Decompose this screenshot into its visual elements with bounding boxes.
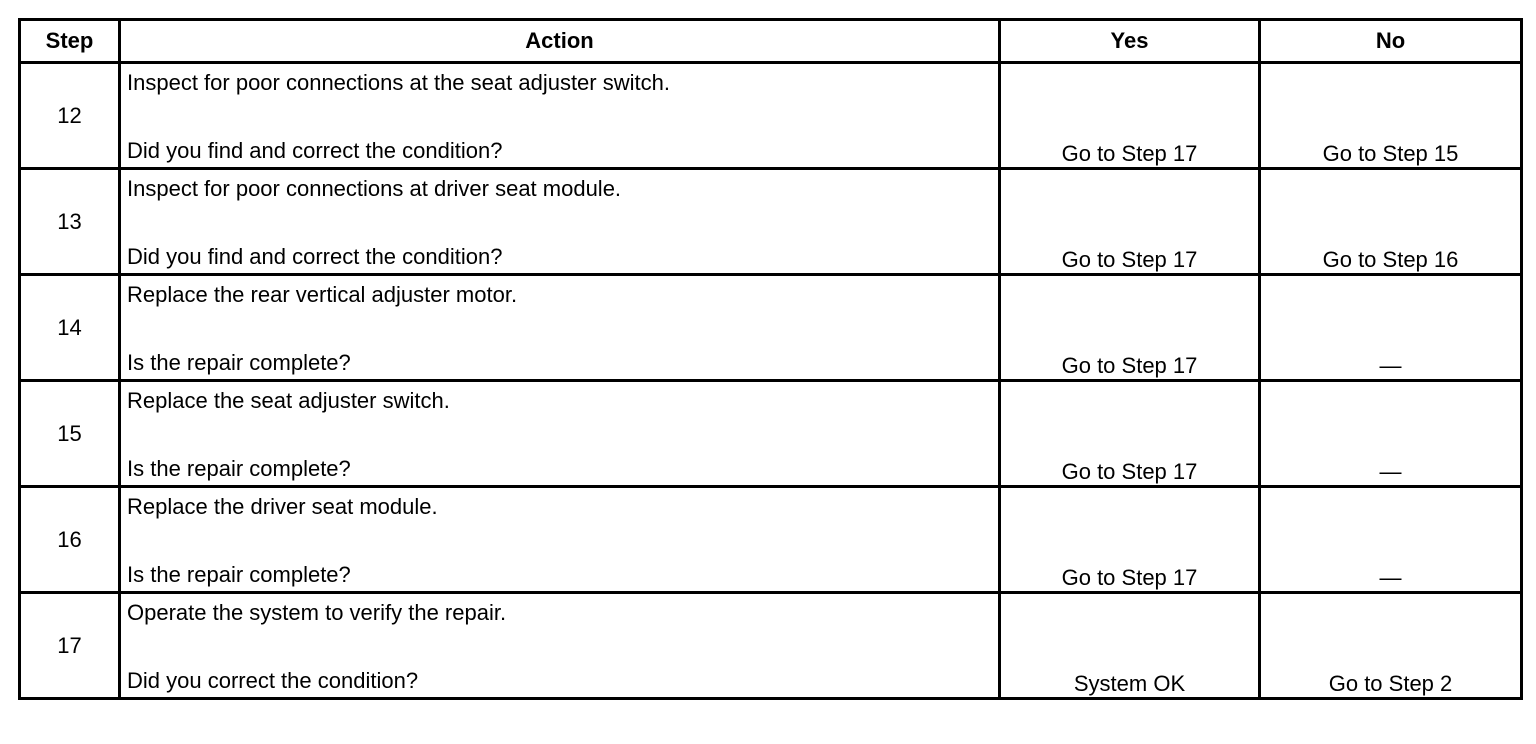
- action-question: Did you correct the condition?: [127, 668, 419, 693]
- action-cell: [120, 63, 1000, 169]
- table-row: [20, 593, 1522, 699]
- action-cell: [120, 275, 1000, 381]
- action-instruction: Inspect for poor connections at driver seat module.: [127, 176, 622, 201]
- action-instruction: Replace the seat adjuster switch.: [127, 388, 450, 413]
- yes-result: Go to Step 17: [1000, 381, 1260, 487]
- table-row: [20, 275, 1522, 381]
- no-result: —: [1260, 381, 1522, 487]
- step-number: 15: [20, 381, 120, 487]
- table-row: [20, 63, 1522, 169]
- diagnostic-table-container: [18, 18, 1520, 700]
- table-row: [20, 487, 1522, 593]
- action-instruction: Inspect for poor connections at the seat adjuster switch.: [127, 70, 670, 95]
- yes-result: Go to Step 17: [1000, 169, 1260, 275]
- action-cell: [120, 169, 1000, 275]
- action-question: Is the repair complete?: [127, 456, 351, 481]
- header-action: Action: [120, 20, 1000, 63]
- action-cell: [120, 593, 1000, 699]
- step-number: 16: [20, 487, 120, 593]
- no-result: —: [1260, 275, 1522, 381]
- step-number: 17: [20, 593, 120, 699]
- step-number: 13: [20, 169, 120, 275]
- header-no: No: [1260, 20, 1522, 63]
- no-result: Go to Step 16: [1260, 169, 1522, 275]
- diagnostic-table: [18, 18, 1523, 700]
- table-row: [20, 169, 1522, 275]
- header-step: Step: [20, 20, 120, 63]
- action-question: Is the repair complete?: [127, 562, 351, 587]
- yes-result: Go to Step 17: [1000, 63, 1260, 169]
- action-instruction: Replace the driver seat module.: [127, 494, 438, 519]
- header-yes: Yes: [1000, 20, 1260, 63]
- action-question: Is the repair complete?: [127, 350, 351, 375]
- table-header-row: [20, 20, 1522, 63]
- no-result: Go to Step 15: [1260, 63, 1522, 169]
- action-cell: [120, 487, 1000, 593]
- step-number: 14: [20, 275, 120, 381]
- table-row: [20, 381, 1522, 487]
- step-number: 12: [20, 63, 120, 169]
- yes-result: System OK: [1000, 593, 1260, 699]
- no-result: —: [1260, 487, 1522, 593]
- no-result: Go to Step 2: [1260, 593, 1522, 699]
- action-question: Did you find and correct the condition?: [127, 244, 503, 269]
- yes-result: Go to Step 17: [1000, 275, 1260, 381]
- action-instruction: Replace the rear vertical adjuster motor.: [127, 282, 518, 307]
- yes-result: Go to Step 17: [1000, 487, 1260, 593]
- action-instruction: Operate the system to verify the repair.: [127, 600, 507, 625]
- action-question: Did you find and correct the condition?: [127, 138, 503, 163]
- action-cell: [120, 381, 1000, 487]
